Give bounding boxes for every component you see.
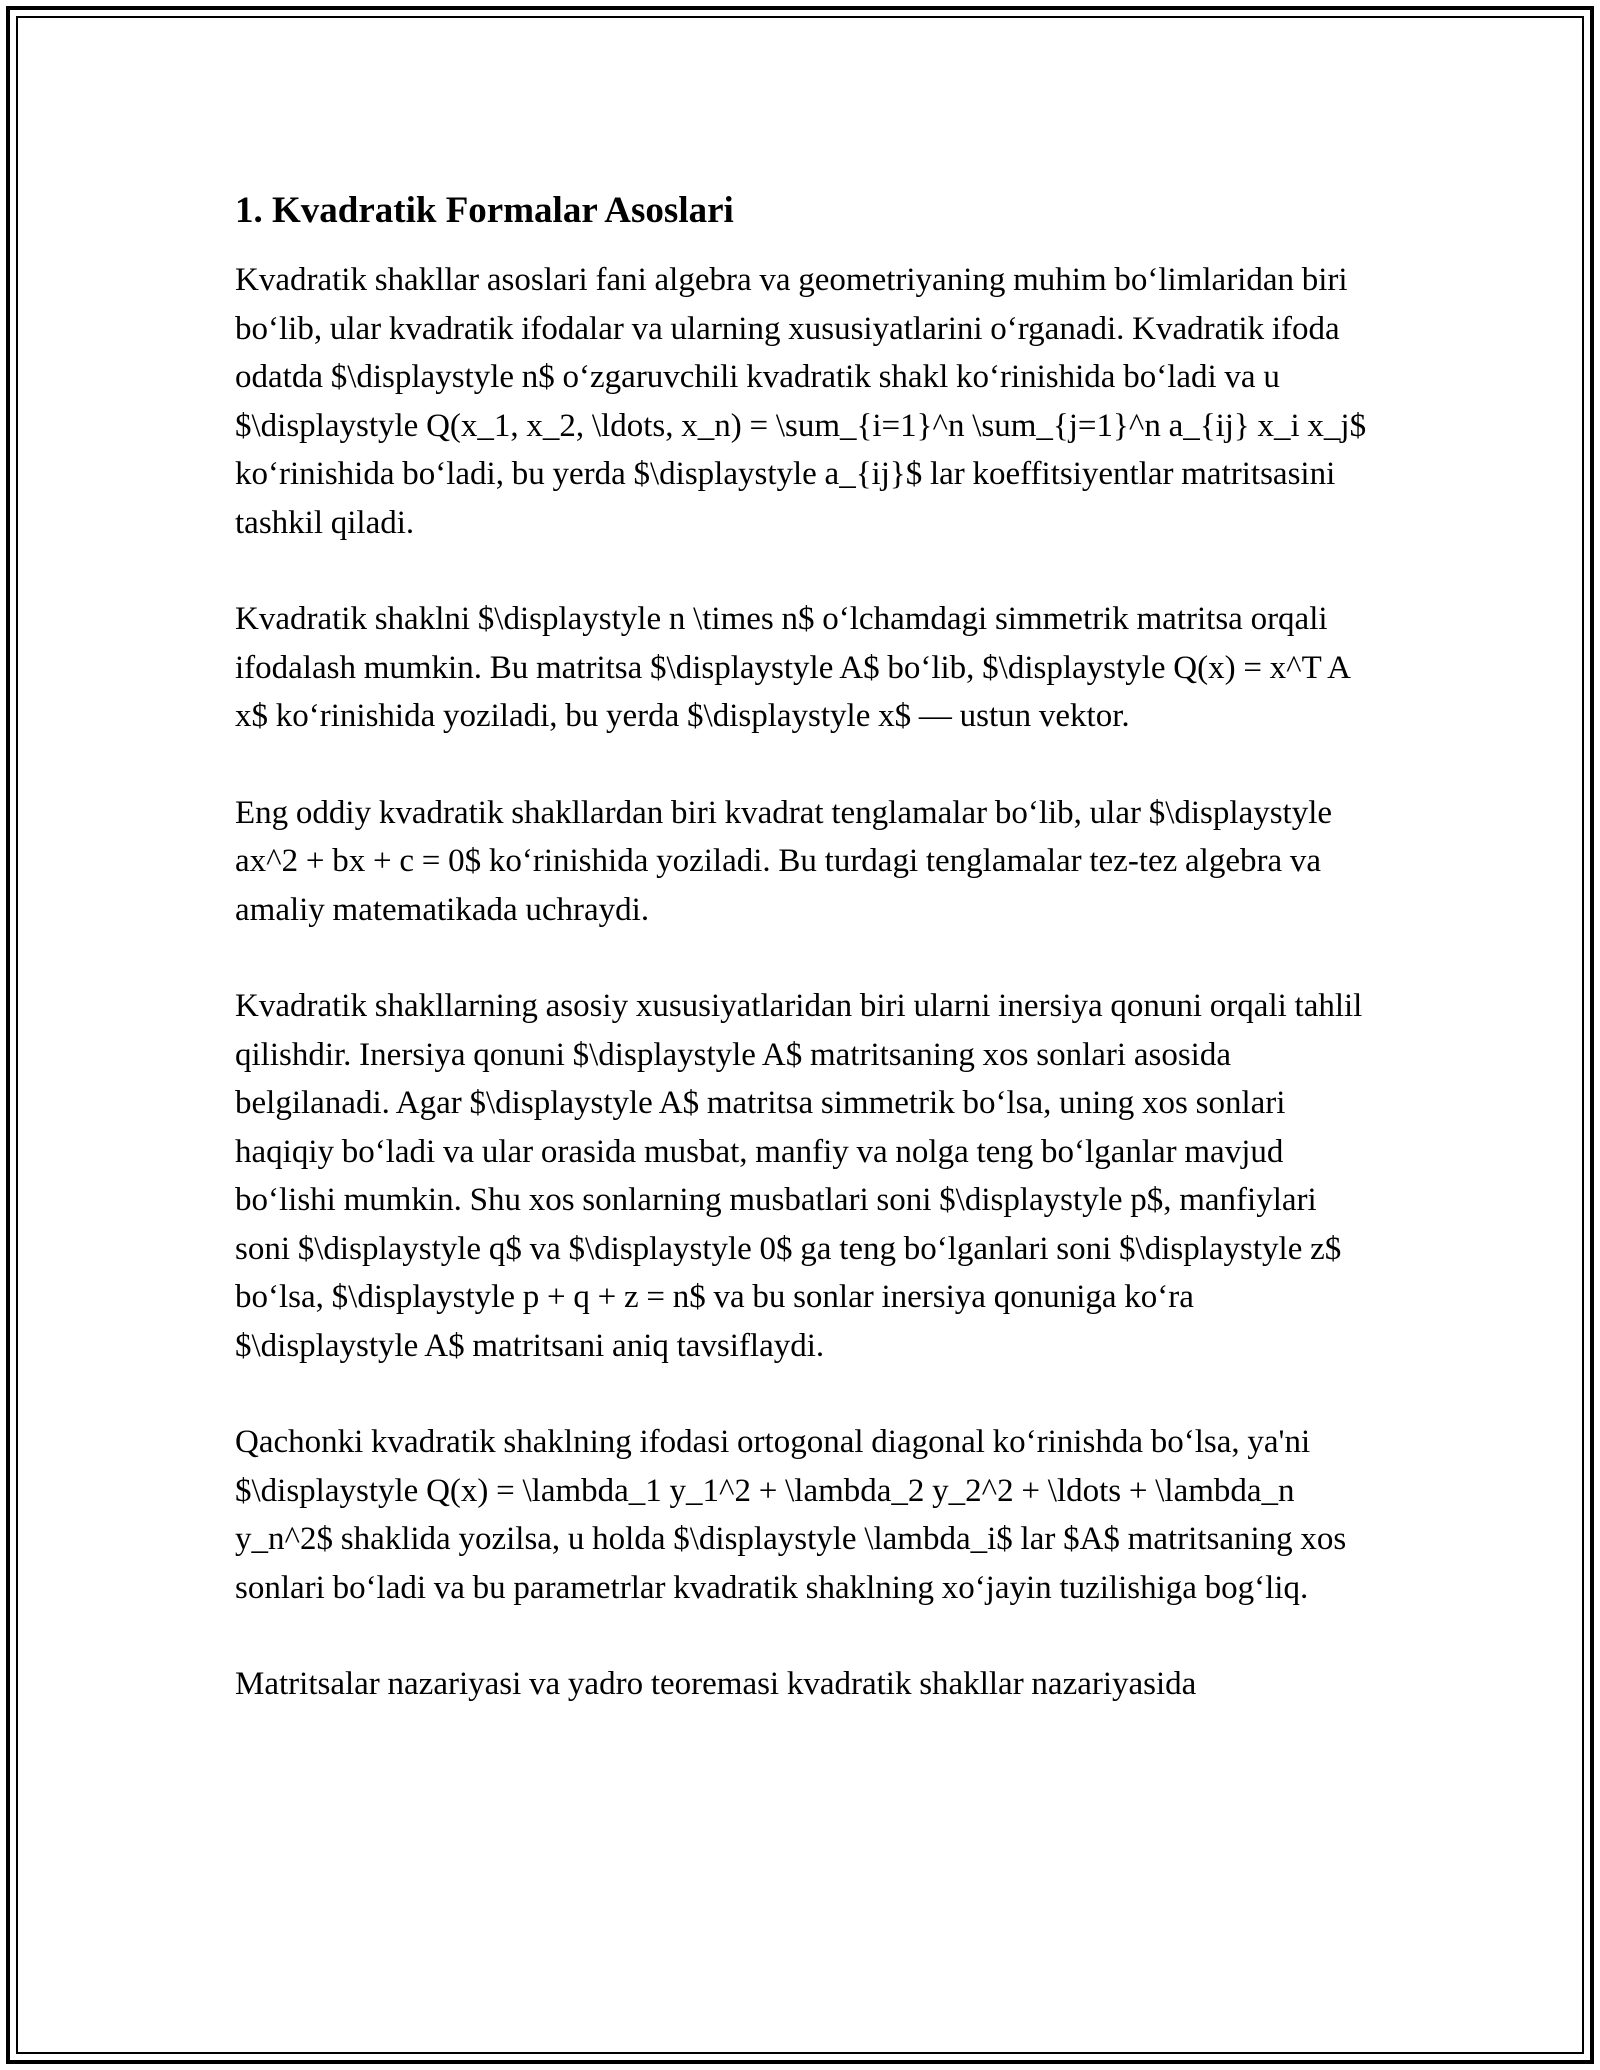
paragraph-3: Eng oddiy kvadratik shakllardan biri kvadrat tenglamalar bo‘lib, ular $\displaystyle ax^2 + bx + c = 0$ ko‘rinishida yoziladi. Bu turdagi tenglamalar tez-tez algebra va amaliy matematikada uchraydi. bbox=[235, 794, 1333, 928]
paragraph-1: Kvadratik shakllar asoslari fani algebra va geometriyaning muhim bo‘limlaridan biri bo‘lib, ular kvadratik ifodalar va ularning xususiyatlarini o‘rganadi. Kvadratik ifoda odatda $\displaystyle n$ o‘zgaruvchili kvadratik shakl ko‘rinishida bo‘ladi va u $\displaystyle Q(x_1, x_2, \ldots, x_n) = \sum_{i=1}^n \sum_{j=1}^n a_{ij} x_i x_j$ ko‘rinishida bo‘ladi, bu yerda $\displaystyle a_{ij}$ lar koeffitsiyentlar matritsasini tashkil qiladi. bbox=[235, 262, 1367, 541]
paragraph-5: Qachonki kvadratik shaklning ifodasi ortogonal diagonal ko‘rinishda bo‘lsa, ya'ni $\displaystyle Q(x) = \lambda_1 y_1^2 + \lambda_2 y_2^2 + \ldots + \lambda_n y_n^2$ shaklida yozilsa, u holda $\displaystyle \lambda_i$ lar $A$ matritsaning xos sonlari bo‘ladi va bu parametrlar kvadratik shaklning xo‘jayin tuzilishiga bog‘liq. bbox=[235, 1424, 1347, 1606]
paragraph-2: Kvadratik shaklni $\displaystyle n \times n$ o‘lchamdagi simmetrik matritsa orqali ifodalash mumkin. Bu matritsa $\displaystyle A$ bo‘lib, $\displaystyle Q(x) = x^T A x$ ko‘rinishida yoziladi, bu yerda $\displaystyle x$ — ustun vektor. bbox=[235, 601, 1350, 734]
document-body bbox=[235, 186, 1375, 1757]
paragraph-6: Matritsalar nazariyasi va yadro teoremasi kvadratik shakllar nazariyasida bbox=[235, 1666, 1197, 1702]
paragraph-4: Kvadratik shakllarning asosiy xususiyatlaridan biri ularni inersiya qonuni orqali tahlil qilishdir. Inersiya qonuni $\displaystyle A$ matritsaning xos sonlari asosida belgilanadi. Agar $\displaystyle A$ matritsa simmetrik bo‘lsa, uning xos sonlari haqiqiy bo‘ladi va ular orasida musbat, manfiy va nolga teng bo‘lganlar mavjud bo‘lishi mumkin. Shu xos sonlarning musbatlari soni $\displaystyle p$, manfiylari soni $\displaystyle q$ va $\displaystyle 0$ ga teng bo‘lganlari soni $\displaystyle z$ bo‘lsa, $\displaystyle p + q + z = n$ va bu sonlar inersiya qonuniga ko‘ra $\displaystyle A$ matritsani aniq tavsiflaydi. bbox=[235, 988, 1363, 1364]
section-heading: 1. Kvadratik Formalar Asoslari bbox=[235, 190, 734, 231]
